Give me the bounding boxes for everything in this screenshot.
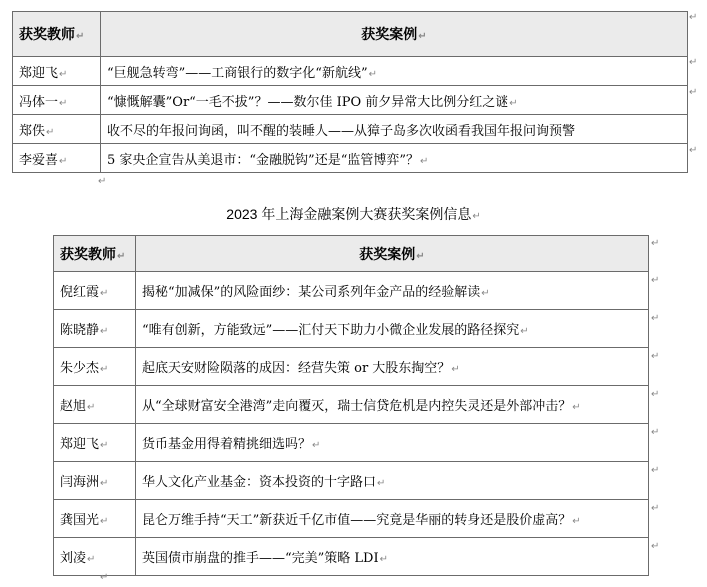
teacher-cell: 陈晓静↵ <box>54 310 136 348</box>
teacher-cell: 冯体一↵ <box>13 86 101 115</box>
table-row <box>13 57 688 86</box>
case-cell: 收不尽的年报问询函，叫不醒的装睡人——从獐子岛多次收函看我国年报问询预警 <box>101 115 688 144</box>
row-end-mark: ↵ <box>651 351 660 362</box>
case-cell: 揭秘“加减保”的风险面纱：某公司系列年金产品的经验解读↵ <box>136 272 649 310</box>
paragraph-mark: ↵ <box>100 572 109 583</box>
table-row <box>54 538 649 576</box>
case-cell: 5 家央企宣告从美退市：“金融脱钩”还是“监管博弈”？↵ <box>101 144 688 173</box>
award-table-1 <box>12 11 688 173</box>
table-header-row <box>13 12 688 57</box>
award-table-2 <box>53 235 649 576</box>
row-end-mark: ↵ <box>651 541 660 552</box>
case-cell: 英国债市崩盘的推手——“完美”策略 LDI↵ <box>136 538 649 576</box>
row-end-mark: ↵ <box>651 503 660 514</box>
teacher-cell: 朱少杰↵ <box>54 348 136 386</box>
table-row <box>54 348 649 386</box>
case-cell: “巨舰急转弯”——工商银行的数字化“新航线”↵ <box>101 57 688 86</box>
row-end-mark: ↵ <box>651 313 660 324</box>
teacher-cell: 闫海洲↵ <box>54 462 136 500</box>
row-end-mark: ↵ <box>689 87 698 98</box>
teacher-cell: 刘凌↵ <box>54 538 136 576</box>
table-row <box>13 86 688 115</box>
table-header-row <box>54 236 649 272</box>
case-cell: 从“全球财富安全港湾”走向覆灭，瑞士信贷危机是内控失灵还是外部冲击？↵ <box>136 386 649 424</box>
teacher-cell: 倪红霞↵ <box>54 272 136 310</box>
table-row <box>54 500 649 538</box>
table-row <box>13 144 688 173</box>
teacher-cell: 郑佚↵ <box>13 115 101 144</box>
table-row <box>13 115 688 144</box>
row-end-mark: ↵ <box>689 145 698 156</box>
teacher-cell: 郑迎飞↵ <box>13 57 101 86</box>
row-end-mark: ↵ <box>689 12 698 23</box>
table-row <box>54 272 649 310</box>
header-case: 获奖案例↵ <box>101 12 688 57</box>
row-end-mark: ↵ <box>689 57 698 68</box>
header-case: 获奖案例↵ <box>136 236 649 272</box>
row-end-mark: ↵ <box>651 465 660 476</box>
header-teacher: 获奖教师↵ <box>13 12 101 57</box>
row-end-mark: ↵ <box>651 238 660 249</box>
row-end-mark: ↵ <box>651 427 660 438</box>
case-cell: 起底天安财险陨落的成因：经营失策 or 大股东掏空？↵ <box>136 348 649 386</box>
case-cell: “唯有创新，方能致远”——汇付天下助力小微企业发展的路径探究↵ <box>136 310 649 348</box>
table-row <box>54 462 649 500</box>
header-teacher: 获奖教师↵ <box>54 236 136 272</box>
case-cell: “慷慨解囊”Or“一毛不拔”？——数尔佳 IPO 前夕异常大比例分红之谜↵ <box>101 86 688 115</box>
table-row <box>54 386 649 424</box>
table-row <box>54 310 649 348</box>
teacher-cell: 郑迎飞↵ <box>54 424 136 462</box>
teacher-cell: 龚国光↵ <box>54 500 136 538</box>
section-title: 2023 年上海金融案例大赛获奖案例信息↵ <box>226 206 481 222</box>
table-row <box>54 424 649 462</box>
paragraph-mark: ↵ <box>98 176 107 187</box>
teacher-cell: 李爱喜↵ <box>13 144 101 173</box>
case-cell: 华人文化产业基金：资本投资的十字路口↵ <box>136 462 649 500</box>
case-cell: 货币基金用得着精挑细选吗？↵ <box>136 424 649 462</box>
teacher-cell: 赵旭↵ <box>54 386 136 424</box>
case-cell: 昆仑万维手持“天工”新获近千亿市值——究竟是华丽的转身还是股价虚高？↵ <box>136 500 649 538</box>
row-end-mark: ↵ <box>651 275 660 286</box>
row-end-mark: ↵ <box>651 389 660 400</box>
